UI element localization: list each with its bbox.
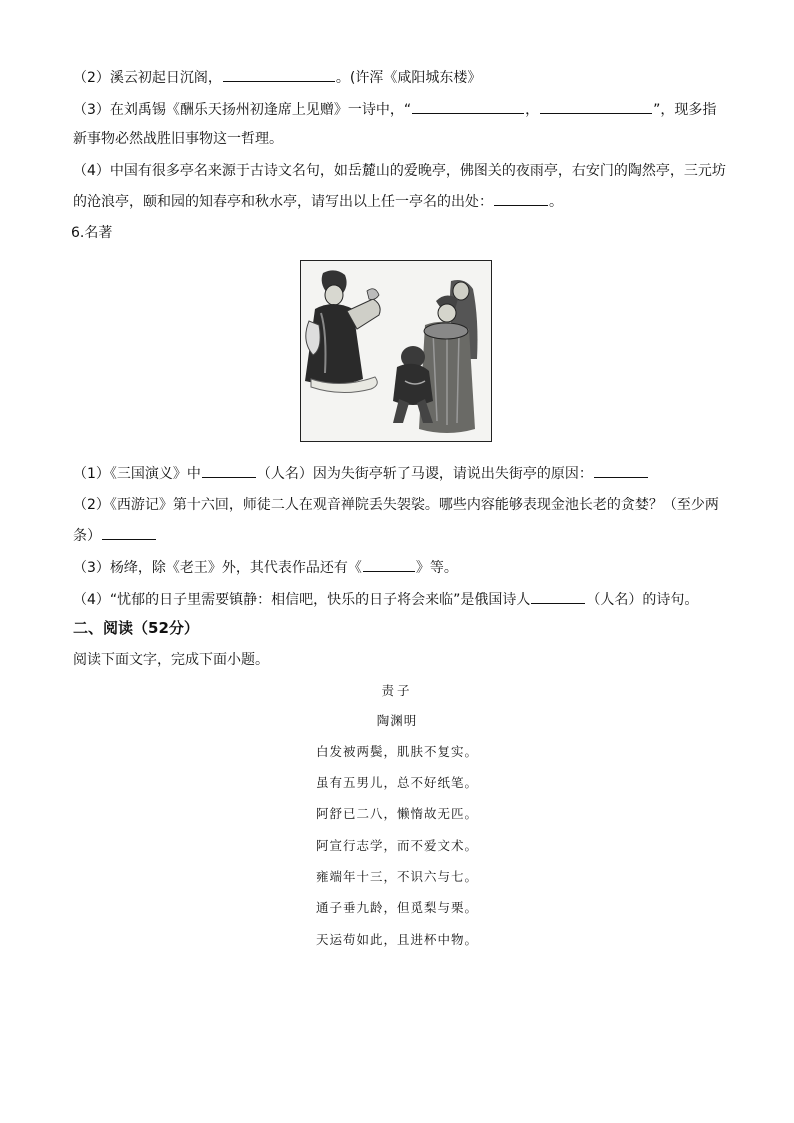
answer-blank[interactable] <box>102 525 156 540</box>
poem-line: 通子垂九龄，但觅梨与栗。 <box>315 900 478 915</box>
q6-1-prefix: （1）《三国演义》中 <box>73 466 201 482</box>
question-q3 <box>73 99 716 120</box>
question-6-3 <box>73 557 458 578</box>
illustration-journey-to-the-west <box>300 260 492 442</box>
q4-prefix: 的沧浪亭，颐和园的知春亭和秋水亭，请写出以上任一亭名的出处： <box>73 194 493 210</box>
answer-blank[interactable] <box>594 463 648 478</box>
question-q4-line2 <box>73 191 563 212</box>
q4-suffix: 。 <box>549 194 563 210</box>
q6-3-suffix: 》等。 <box>415 560 458 576</box>
answer-blank[interactable] <box>531 589 585 604</box>
poem-line: 阿舒已二八，懒惰故无匹。 <box>315 806 478 821</box>
poem-author: 陶渊明 <box>376 713 418 728</box>
poem-line: 虽有五男儿，总不好纸笔。 <box>315 775 478 790</box>
answer-blank[interactable] <box>363 557 415 572</box>
q3-prefix: （3）在刘禹锡《酬乐天扬州初逢席上见赠》一诗中，“ <box>73 102 412 118</box>
poem-line: 天运苟如此，且进杯中物。 <box>315 932 478 947</box>
question-6-2-line1: （2）《西游记》第十六回，师徒二人在观音禅院丢失袈裟。哪些内容能够表现金池长老的贪婪？（至少两 <box>73 497 719 513</box>
poem-line: 白发被两鬓，肌肤不复实。 <box>315 744 478 759</box>
q6-1-mid: （人名）因为失街亭斩了马谡，请说出失街亭的原因： <box>256 466 593 482</box>
question-q4-line1: （4）中国有很多亭名来源于古诗文名句，如岳麓山的爱晚亭，佛图关的夜雨亭，右安门的陶然亭，三元坊 <box>73 163 726 179</box>
poem-line: 阿宣行志学，而不爱文术。 <box>315 838 478 853</box>
q6-2-prefix: 条） <box>73 528 101 544</box>
answer-blank[interactable] <box>540 99 652 114</box>
question-6-1 <box>73 463 649 484</box>
poem-line: 雍端年十三，不识六与七。 <box>315 869 478 884</box>
illustration-image <box>301 261 491 441</box>
section-heading-reading: 二、阅读（52分） <box>73 619 199 637</box>
q6-3-prefix: （3）杨绛，除《老王》外，其代表作品还有《 <box>73 560 362 576</box>
q6-4-suffix: （人名）的诗句。 <box>586 592 699 608</box>
answer-blank[interactable] <box>494 191 548 206</box>
reading-instruction: 阅读下面文字，完成下面小题。 <box>73 652 269 668</box>
q3-suffix: ”，现多指 <box>653 102 717 118</box>
question-6-4 <box>73 589 698 610</box>
answer-blank[interactable] <box>202 463 256 478</box>
question-q2 <box>73 67 481 88</box>
answer-blank[interactable] <box>223 67 335 82</box>
poem-title: 责子 <box>381 683 413 698</box>
q2-prefix: （2）溪云初起日沉阁， <box>73 70 222 86</box>
answer-blank[interactable] <box>412 99 524 114</box>
q2-suffix: 。(许浑《咸阳城东楼》 <box>335 70 482 86</box>
q6-4-prefix: （4）“忧郁的日子里需要镇静：相信吧，快乐的日子将会来临”是俄国诗人 <box>73 592 531 608</box>
q3-comma: ， <box>525 102 540 118</box>
question-q3-continuation: 新事物必然战胜旧事物这一哲理。 <box>73 131 283 147</box>
section-title-6: 6.名著 <box>71 225 113 241</box>
question-6-2-line2 <box>73 525 157 546</box>
